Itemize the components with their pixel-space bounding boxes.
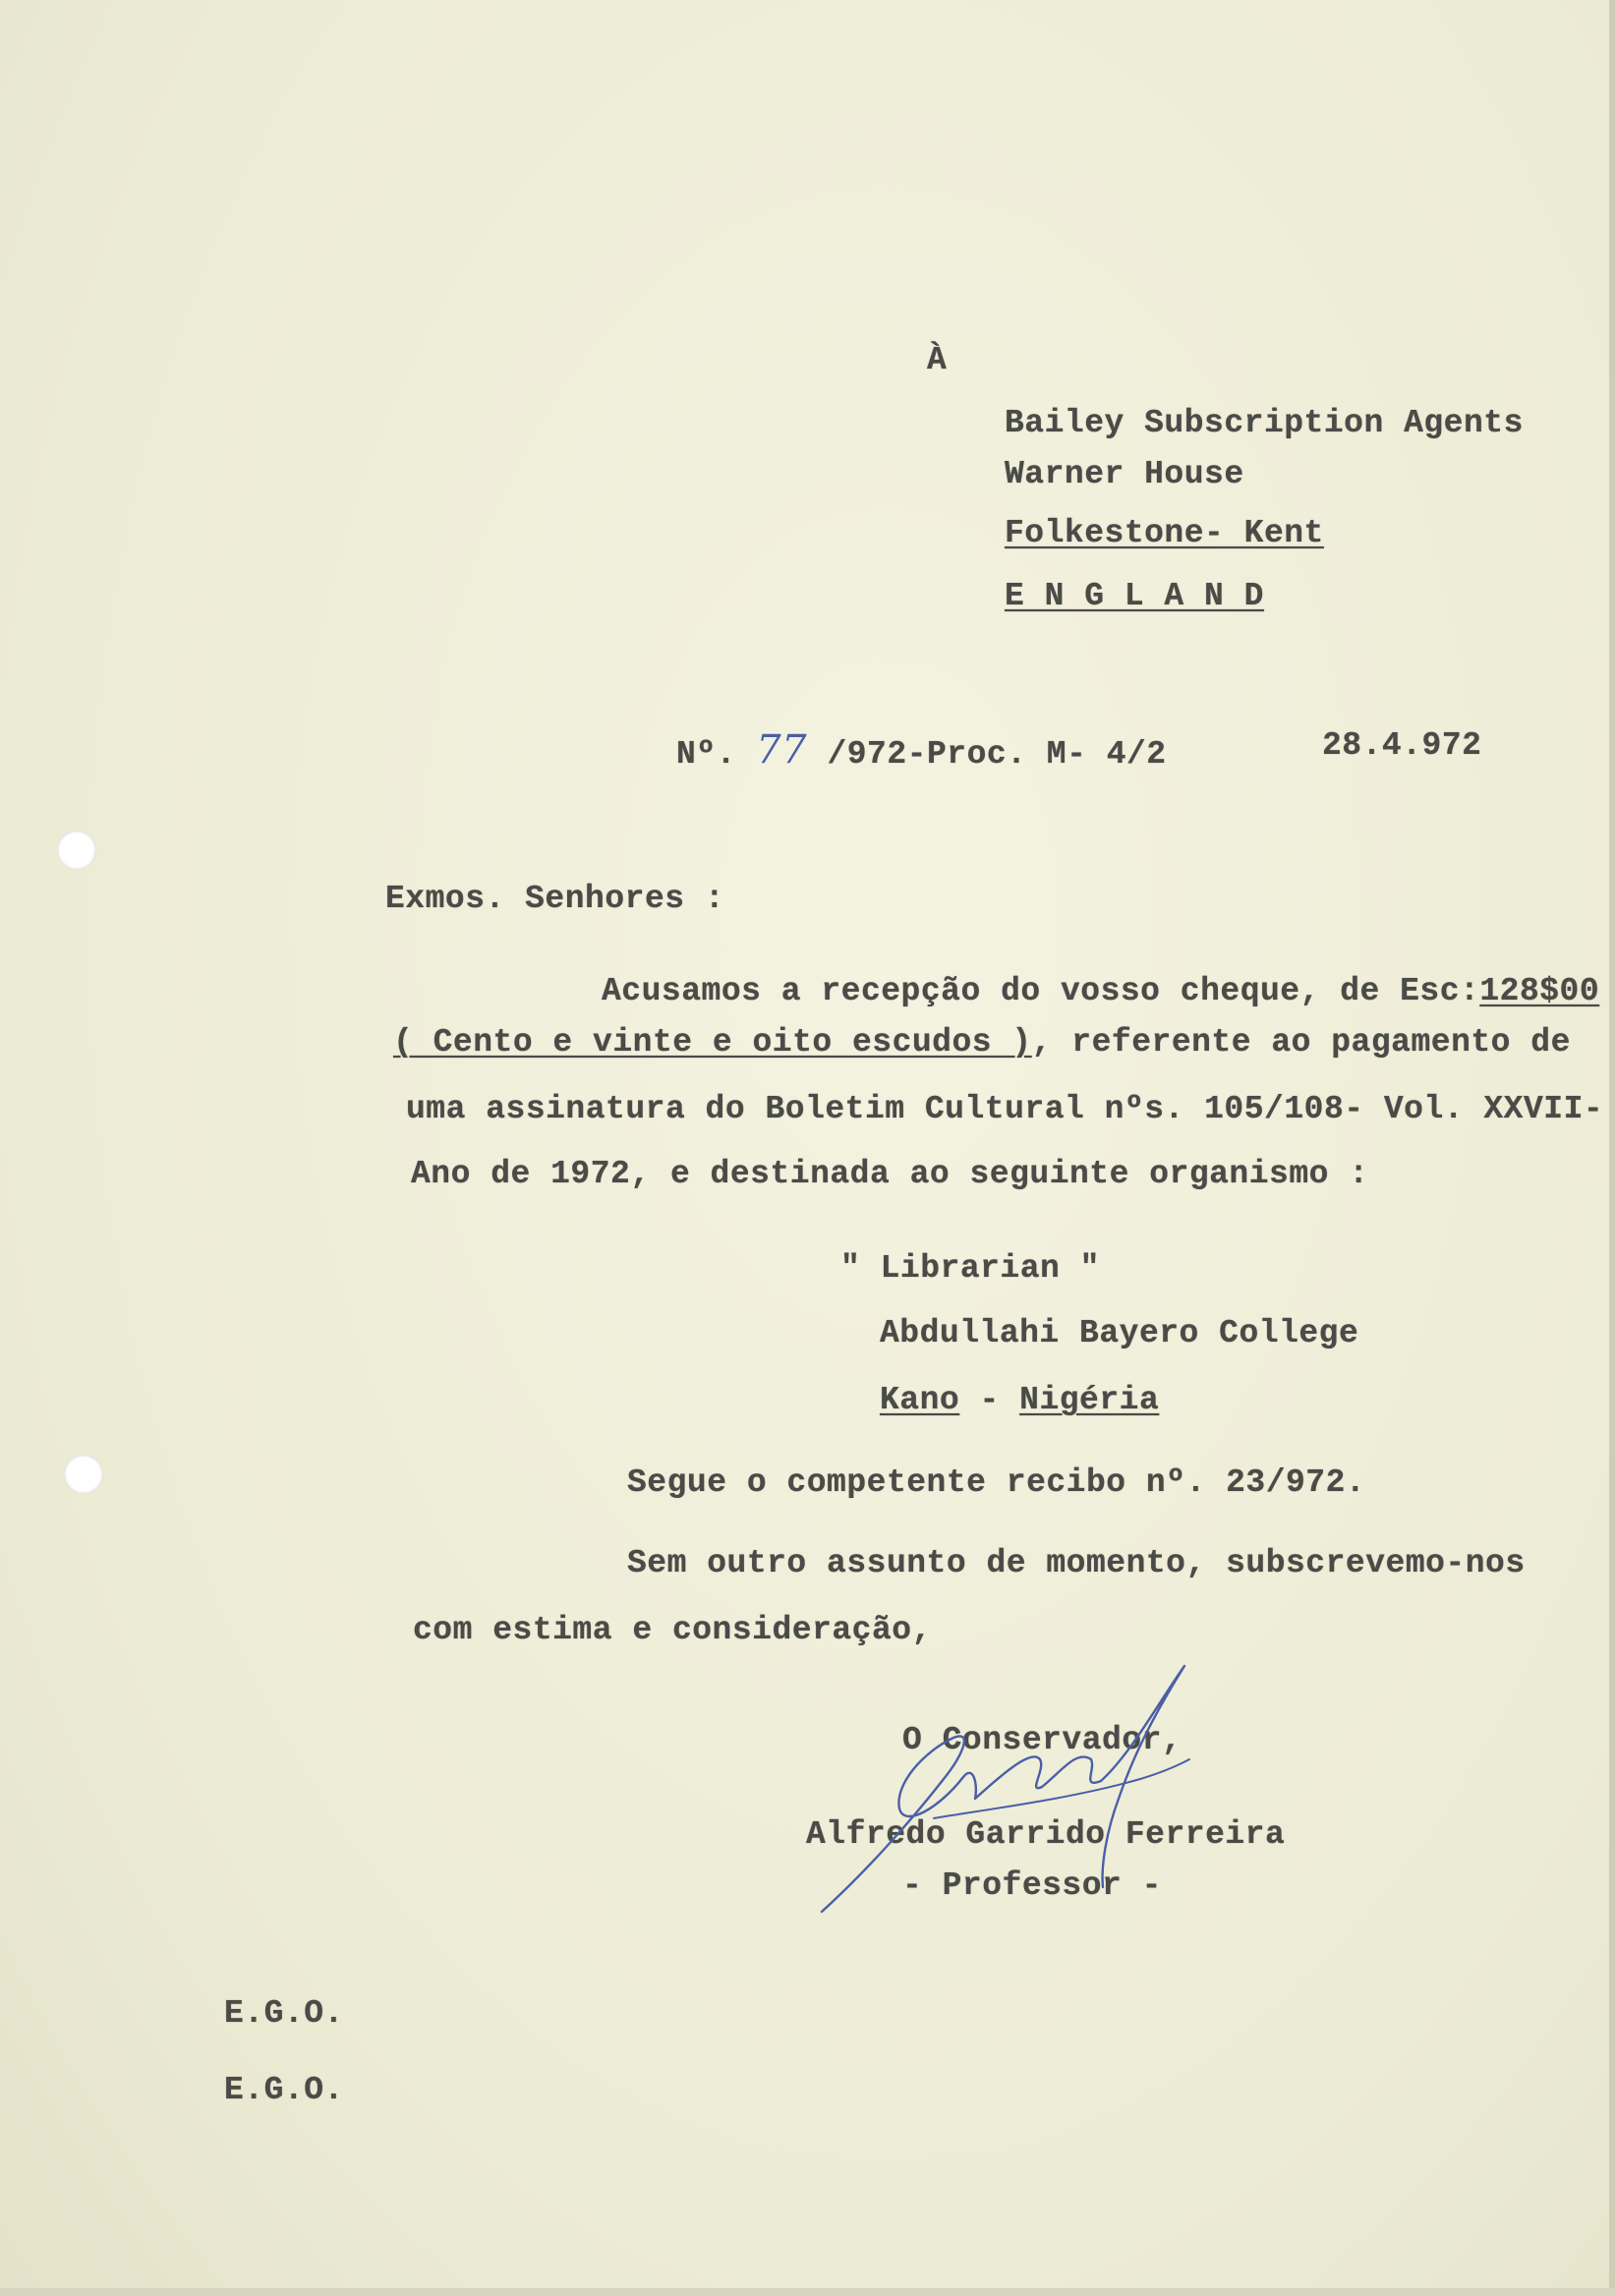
organization-country: Nigéria	[1019, 1382, 1160, 1418]
greeting: Exmos. Senhores :	[385, 881, 725, 917]
body-line-2	[393, 1024, 1571, 1061]
organization-line-2: Abdullahi Bayero College	[880, 1315, 1359, 1351]
footer-initials-2: E.G.O.	[224, 2072, 344, 2108]
organization-city: Kano	[880, 1382, 960, 1418]
recipient-line-1: Bailey Subscription Agents	[1005, 405, 1524, 441]
page-edge-bottom	[0, 2288, 1615, 2296]
footer-initials-1: E.G.O.	[224, 1995, 344, 2032]
closing-line-2: com estima e consideração,	[413, 1612, 932, 1648]
reference-suffix: /972-Proc. M- 4/2	[827, 736, 1167, 773]
organization-line-1: " Librarian "	[840, 1250, 1100, 1287]
letter-date: 28.4.972	[1322, 727, 1482, 764]
cheque-amount: 128$00	[1479, 973, 1600, 1009]
page-edge-right	[1609, 0, 1615, 2296]
body-line-4: Ano de 1972, e destinada ao seguinte organismo :	[411, 1156, 1369, 1192]
signatory-role: - Professor -	[902, 1867, 1162, 1904]
salutation-mark: À	[927, 342, 948, 378]
reference-line	[676, 727, 1167, 773]
body-line-2-text: , referente ao pagamento de	[1031, 1024, 1571, 1061]
closing-line-1: Sem outro assunto de momento, subscrevemo-nos	[627, 1545, 1526, 1581]
handwritten-signature	[806, 1661, 1278, 1926]
body-line-1	[602, 973, 1599, 1009]
body-line-1-text: Acusamos a recepção do vosso cheque, de Esc:	[602, 973, 1480, 1009]
amount-in-words: ( Cento e vinte e oito escudos )	[393, 1024, 1032, 1061]
organization-line-3	[880, 1382, 1159, 1418]
reference-prefix: Nº.	[676, 736, 736, 773]
punch-hole-top	[57, 831, 96, 870]
signatory-name: Alfredo Garrido Ferreira	[806, 1816, 1286, 1853]
signatory-title: O Conservador,	[902, 1722, 1182, 1758]
recipient-line-2: Warner House	[1005, 456, 1244, 492]
body-line-3: uma assinatura do Boletim Cultural nºs. 105/108- Vol. XXVII-	[406, 1091, 1604, 1127]
punch-hole-bottom	[64, 1455, 103, 1494]
recipient-line-3: Folkestone- Kent	[1005, 515, 1324, 551]
receipt-line: Segue o competente recibo nº. 23/972.	[627, 1464, 1366, 1501]
reference-number-handwritten: 77	[756, 727, 808, 773]
recipient-country: E N G L A N D	[1005, 578, 1264, 614]
organization-separator: -	[959, 1382, 1020, 1418]
